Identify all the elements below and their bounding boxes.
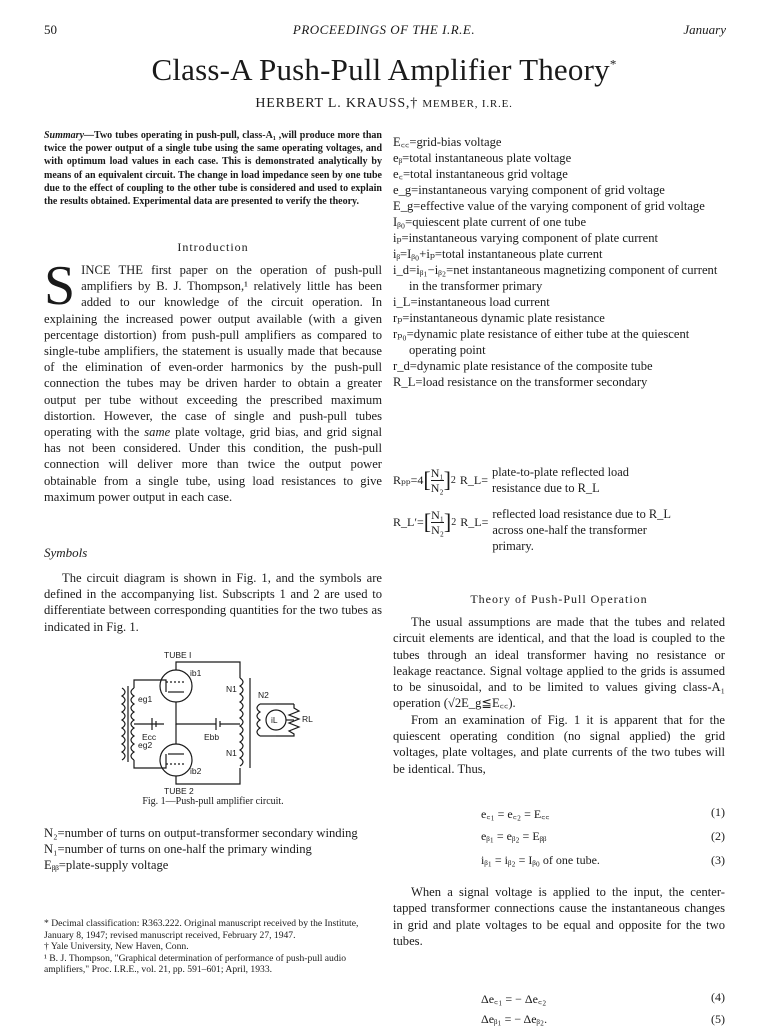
symbols-body: The circuit diagram is shown in Fig. 1, and the symbols are defined in the accompanying list. Subscripts 1 and 2 are used to differentiate between corresponding quantities for the two tubes as indicated in Fig. 1. <box>44 571 382 634</box>
symbol-def: iₚ=instantaneous varying component of plate current <box>393 231 658 245</box>
symbol-def: rₚ₀=dynamic plate resistance of either tube at the quiescent operating point <box>393 327 690 357</box>
output-transformer-primary <box>240 678 243 766</box>
footnote: ¹ B. J. Thompson, "Graphical determination of performance of push-pull audio amplifiers," Proc. I.R.E., vol. 21, pp. 591–601; April, 1933. <box>44 952 347 976</box>
symbol-def: E꜀꜀=grid-bias voltage <box>393 135 502 149</box>
issue-month: January <box>683 22 726 37</box>
label-eg2: eg2 <box>138 740 153 750</box>
author-membership: MEMBER, I.R.E. <box>422 98 513 110</box>
symbol-def: R_L=load resistance on the transformer secondary <box>393 375 648 389</box>
equation-3: iᵦ₁ = iᵦ₂ = Iᵦ₀ of one tube. (3) <box>481 853 725 867</box>
figure-caption: Fig. 1—Push-pull amplifier circuit. <box>142 796 284 807</box>
summary-lead: Summary <box>44 130 85 141</box>
summary-text: —Two tubes operating in push-pull, class-A₁ ,will produce more than twice the power output of a single tube using the same operating voltages, and with optimum load values in each case. This is demonstrated analytically by means of an equivalent circuit. The change in load impedance seen by one tube due to the effect of coupling to the other tube is considered and used to explain the results obtained. Experimental data are presented to verify the theory. <box>44 130 382 208</box>
equation-2: eᵦ₁ = eᵦ₂ = Eᵦᵦ (2) <box>481 829 725 843</box>
paragraph: From an examination of Fig. 1 it is apparent that for the quiescent operating condition (no signal applied) the grid voltages, plate voltages, and plate currents of the two tubes will be identical. Thus, <box>393 712 725 776</box>
paragraph: The usual assumptions are made that the tubes and related circuit elements are identical, and that the load is coupled to the tubes through an ideal transformer having no resistance or leakage reactance. Signal voltage applied to the grids is assumed to be sinusoidal, and to be limited to values giving class-A₁ operation (√2E_g≦E꜀꜀). <box>393 615 725 711</box>
label-eg1: eg1 <box>138 694 153 704</box>
equation-4: Δe꜀₁ = − Δe꜀₂ (4) <box>481 990 725 1006</box>
equation-rpp: Rₚₚ=4 [ $\frac{\text{N₁}}{\text{N₂}}$ ] 2 R_L= plate-to-plate reflected load resistance due to R_L <box>393 465 629 495</box>
label-il: iL <box>271 715 278 725</box>
theory-body <box>393 614 725 777</box>
label-n2: N2 <box>258 690 269 700</box>
title-footnote-mark: * <box>609 56 617 72</box>
theory-heading: Theory of Push-Pull Operation <box>470 592 648 606</box>
label-tube1: TUBE I <box>164 650 192 660</box>
equation-rl-prime: R_L′= [ $\frac{\text{N₁}}{\text{N₂}}$ ] 2 R_L= reflected load resistance due to R_L across one-half the transformer primary. <box>393 507 671 553</box>
symbol-def: N₁=number of turns on one-half the primary winding <box>44 842 312 856</box>
author-line <box>0 96 768 112</box>
symbol-definitions-right <box>393 134 725 390</box>
tube-2 <box>160 744 192 776</box>
symbol-def: i_L=instantaneous load current <box>393 295 550 309</box>
theory-paragraph-3: When a signal voltage is applied to the input, the center-tapped transformer connections cause the instantaneous changes in grid and plate voltages to be equal and opposite for the two tubes. <box>393 885 725 948</box>
author-name: HERBERT L. KRAUSS,† <box>255 96 419 111</box>
footnote: * Decimal classification: R363.222. Original manuscript received by the Institute, January 8, 1947; revised manuscript received, February 27, 1947. <box>44 918 359 941</box>
label-ebb: Ebb <box>204 732 220 742</box>
paper-title: Class-A Push-Pull Amplifier Theory* <box>151 52 617 87</box>
introduction-heading: Introduction <box>177 240 249 254</box>
symbol-def: Iᵦ₀=quiescent plate current of one tube <box>393 215 587 229</box>
symbol-def: N₂=number of turns on output-transformer secondary winding <box>44 826 358 840</box>
symbols-heading: Symbols <box>44 545 88 560</box>
label-rl: RL <box>302 714 313 724</box>
symbol-def: E_g=effective value of the varying component of grid voltage <box>393 199 705 213</box>
symbol-def: i_d=iᵦ₁−iᵦ₂=net instantaneous magnetizing component of current in the transformer primary <box>393 263 718 293</box>
label-ecc: Ecc <box>142 732 157 742</box>
page-number: 50 <box>44 22 57 37</box>
symbol-def: iᵦ=Iᵦ₀+iₚ=total instantaneous plate current <box>393 247 603 261</box>
symbol-def: rₚ=instantaneous dynamic plate resistance <box>393 311 605 325</box>
journal-name: PROCEEDINGS OF THE I.R.E. <box>292 22 476 37</box>
symbol-def: Eᵦᵦ=plate-supply voltage <box>44 858 169 872</box>
drop-cap: S <box>44 255 76 317</box>
equation-5: Δeᵦ₁ = − Δeᵦ₂. (5) <box>481 1012 725 1026</box>
footnotes <box>44 918 382 976</box>
symbol-def: r_d=dynamic plate resistance of the composite tube <box>393 359 653 373</box>
label-ib1: ib1 <box>190 668 202 678</box>
label-n1-top: N1 <box>226 684 237 694</box>
label-n1-bottom: N1 <box>226 748 237 758</box>
label-tube2: TUBE 2 <box>164 786 194 796</box>
equation-1: e꜀₁ = e꜀₂ = E꜀꜀ (1) <box>481 805 725 821</box>
symbol-definitions-left <box>44 825 382 873</box>
footnote: † Yale University, New Haven, Conn. <box>44 941 189 953</box>
label-ib2: ib2 <box>190 766 202 776</box>
emphasis-same: same <box>144 425 171 440</box>
symbol-def: e꜀=total instantaneous grid voltage <box>393 167 568 181</box>
summary <box>44 129 382 208</box>
push-pull-circuit-figure <box>108 648 320 796</box>
symbol-def: e_g=instantaneous varying component of grid voltage <box>393 183 665 197</box>
symbol-def: eᵦ=total instantaneous plate voltage <box>393 151 572 165</box>
introduction-body: SINCE THE first paper on the operation of push-pull amplifiers by B. J. Thompson,¹ relatively little has been added to our knowledge of the circuit operation. In explaining the increased power output available (with a given percentage distortion) from push-pull amplifiers as compared to single-tube amplifiers, the statement is usually made that because of the elimination of even-order harmonics by the push-pull connection the tubes may be driven harder to obtain a greater output per tube without exceeding the prescribed maximum distortion. However, the case of single and push-pull tubes operating with the same plate voltage, grid bias, and grid signal has not been considered. Under this condition, the push-pull connection will deliver more than twice the output power obtainable from a single tube, using load resistances to give maximum power output in each case. <box>44 255 382 504</box>
tube-1 <box>160 670 192 702</box>
